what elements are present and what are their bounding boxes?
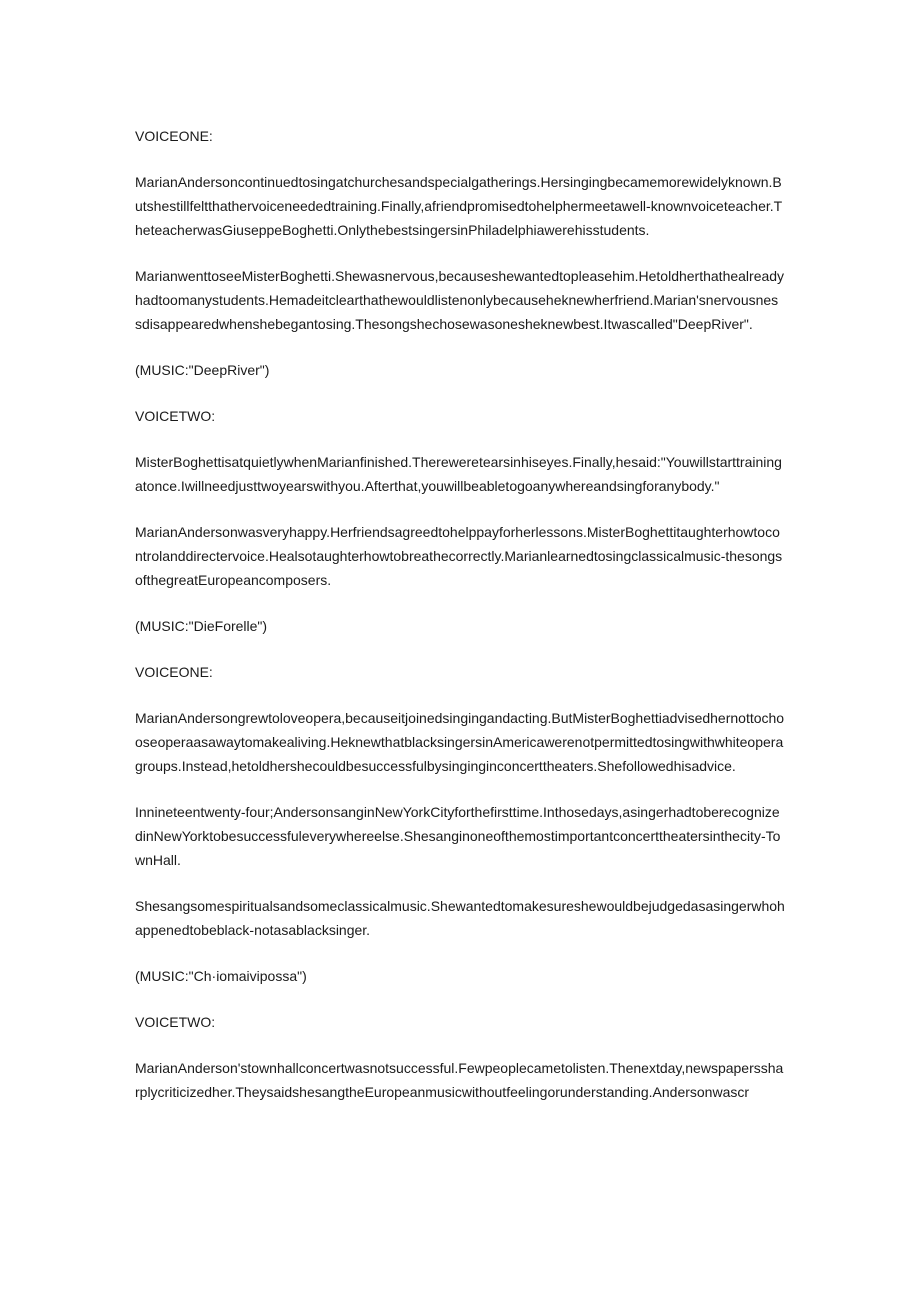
body-paragraph: Shesangsomespiritualsandsomeclassicalmusic.Shewantedtomakesureshewouldbejudgedasasingerwhohappenedtobeblack-notasablacksinger. — [135, 898, 785, 938]
body-paragraph: MarianAnderson'stownhallconcertwasnotsuccessful.Fewpeoplecametolisten.Thenextday,newspaperssharplycriticizedher.TheysaidshesangtheEuropeanmusicwithoutfeelingorunderstanding.Andersonwascr — [135, 1060, 784, 1100]
body-paragraph: MarianAndersonwasveryhappy.Herfriendsagreedtohelppayforherlessons.MisterBoghettitaughterhowtocontrolanddirectervoice.Healsotaughterhowtobreathecorrectly.Marianlearnedtosingclassicalmusic-thesongsofthegreatEuropeancomposers. — [135, 524, 783, 588]
speaker-label: VOICEONE: — [135, 128, 213, 144]
body-paragraph: Innineteentwenty-four;AndersonsanginNewYorkCityforthefirsttime.Inthosedays,asingerhadtoberecognizedinNewYorktobesuccessfuleverywhereelse.Shesanginoneofthemostimportantconcerttheatersinthecity-TownHall. — [135, 804, 781, 868]
speaker-label: VOICETWO: — [135, 408, 216, 424]
speaker-label: VOICETWO: — [135, 1014, 216, 1030]
body-paragraph: MarianwenttoseeMisterBoghetti.Shewasnervous,becauseshewantedtopleasehim.Hetoldherthathealreadyhadtoomanystudents.Hemadeitclearthathewouldlistenonlybecauseheknewherfriend.Marian'snervousnessdisappearedwhenshebegantosing.Thesongshechosewasonesheknewbest.Itwascalled"DeepRiver". — [135, 268, 785, 332]
music-cue: (MUSIC:"Ch·iomaivipossa") — [135, 968, 307, 984]
body-paragraph: MarianAndersoncontinuedtosingatchurchesandspecialgatherings.Hersingingbecamemorewidelyknown.Butshestillfeltthathervoiceneededtraining.Finally,afriendpromisedtohelphermeetawell-knownvoiceteacher.TheteacherwasGiuseppeBoghetti.OnlythebestsingersinPhiladelphiawerehisstudents. — [135, 174, 783, 238]
document-body — [135, 124, 785, 1126]
music-cue: (MUSIC:"DieForelle") — [135, 618, 268, 634]
body-paragraph: MisterBoghettisatquietlywhenMarianfinished.Thereweretearsinhiseyes.Finally,hesaid:"Youwillstarttrainingatonce.Iwillneedjusttwoyearswithyou.Afterthat,youwillbeabletogoanywhereandsingforanybody." — [135, 454, 782, 494]
body-paragraph: MarianAndersongrewtoloveopera,becauseitjoinedsingingandacting.ButMisterBoghettiadvisedhernottochooseoperaasawaytomakealiving.HeknewthatblacksingersinAmericawerenotpermittedtosingwithwhiteoperagroups.Instead,hetoldhershecouldbesuccessfulbysinginginconcerttheaters.Shefollowedhisadvice. — [135, 710, 785, 774]
speaker-label: VOICEONE: — [135, 664, 213, 680]
music-cue: (MUSIC:"DeepRiver") — [135, 362, 270, 378]
